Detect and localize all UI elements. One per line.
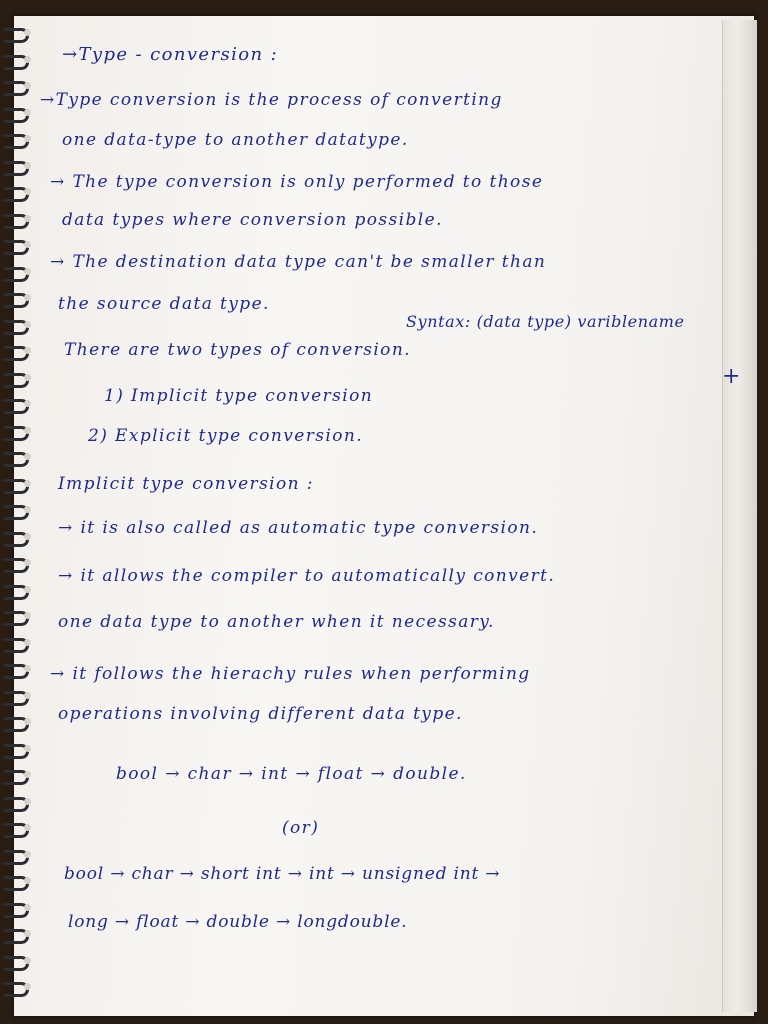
performed-line-1: → The type conversion is only performed to those <box>50 172 544 192</box>
type-list-item-2: 2) Explicit type conversion. <box>88 426 364 446</box>
spiral-ring <box>4 609 34 623</box>
spiral-ring <box>4 503 34 517</box>
spiral-ring <box>4 530 34 544</box>
spiral-ring <box>4 927 34 941</box>
spiral-ring <box>4 53 34 67</box>
heading-type-conversion: →Type - conversion : <box>62 44 279 65</box>
page-stack-edge <box>722 20 757 1012</box>
spiral-ring <box>4 848 34 862</box>
spiral-ring <box>4 556 34 570</box>
spiral-ring <box>4 954 34 968</box>
spiral-ring <box>4 583 34 597</box>
spiral-ring <box>4 636 34 650</box>
definition-line-2: one data-type to another datatype. <box>62 130 409 150</box>
spiral-ring <box>4 291 34 305</box>
spiral-ring <box>4 397 34 411</box>
spiral-ring <box>4 689 34 703</box>
spiral-ring <box>4 212 34 226</box>
spiral-ring <box>4 344 34 358</box>
spiral-ring <box>4 742 34 756</box>
destination-line-2: the source data type. <box>58 294 270 314</box>
spiral-ring <box>4 159 34 173</box>
spiral-ring <box>4 132 34 146</box>
spiral-binding <box>0 26 36 1016</box>
implicit-line-2b: one data type to another when it necessary. <box>58 612 495 632</box>
spiral-ring <box>4 26 34 40</box>
syntax-note: Syntax: (data type) variblename <box>406 312 685 331</box>
spiral-ring <box>4 371 34 385</box>
types-intro: There are two types of conversion. <box>64 340 411 360</box>
implicit-line-2a: → it allows the compiler to automatically convert. <box>58 566 556 586</box>
implicit-line-3a: → it follows the hierachy rules when performing <box>50 664 531 684</box>
spiral-ring <box>4 477 34 491</box>
spiral-ring <box>4 265 34 279</box>
spiral-ring <box>4 238 34 252</box>
implicit-heading: Implicit type conversion : <box>58 474 314 494</box>
implicit-line-1: → it is also called as automatic type conversion. <box>58 518 539 538</box>
spiral-ring <box>4 874 34 888</box>
spiral-ring <box>4 79 34 93</box>
hierarchy-chain-1: bool → char → int → float → double. <box>116 764 467 784</box>
spiral-ring <box>4 662 34 676</box>
spiral-ring <box>4 185 34 199</box>
destination-line-1: → The destination data type can't be smaller than <box>50 252 547 272</box>
spiral-ring <box>4 715 34 729</box>
spiral-ring <box>4 106 34 120</box>
spiral-ring <box>4 901 34 915</box>
spiral-ring <box>4 795 34 809</box>
or-label: (or) <box>282 818 320 838</box>
margin-plus-mark: + <box>722 364 741 389</box>
hierarchy-chain-2b: long → float → double → longdouble. <box>68 912 408 932</box>
spiral-ring <box>4 980 34 994</box>
definition-line-1: →Type conversion is the process of converting <box>40 90 503 110</box>
implicit-line-3b: operations involving different data type. <box>58 704 463 724</box>
type-list-item-1: 1) Implicit type conversion <box>104 386 374 406</box>
spiral-ring <box>4 821 34 835</box>
performed-line-2: data types where conversion possible. <box>62 210 443 230</box>
spiral-ring <box>4 768 34 782</box>
spiral-ring <box>4 424 34 438</box>
spiral-ring <box>4 318 34 332</box>
spiral-ring <box>4 450 34 464</box>
hierarchy-chain-2a: bool → char → short int → int → unsigned int → <box>64 864 501 884</box>
